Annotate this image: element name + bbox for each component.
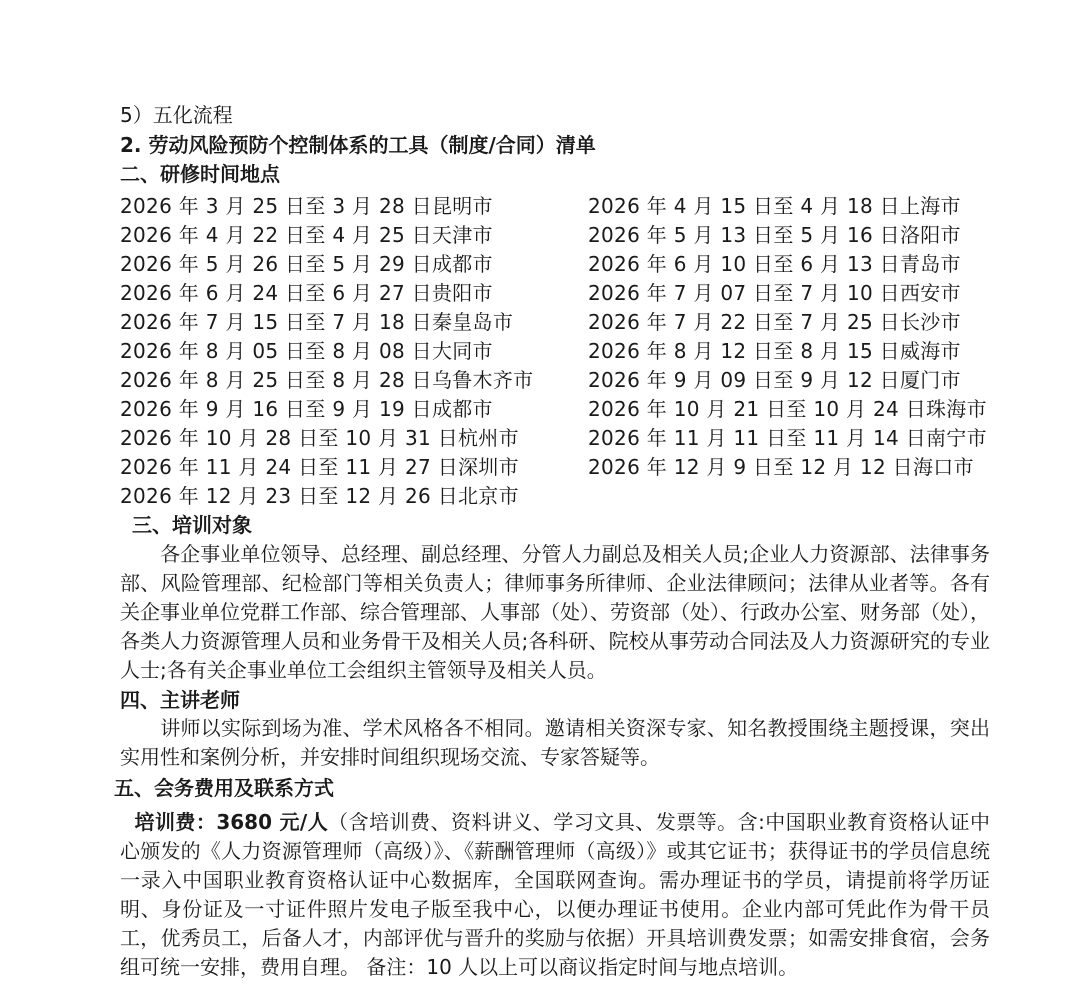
schedule-entry: 2026 年 12 月 9 日至 12 月 12 日海口市 [588, 455, 974, 479]
schedule-entry: 2026 年 10 月 28 日至 10 月 31 日杭州市 [120, 426, 519, 450]
section-2-heading: 二、研修时间地点 [120, 162, 280, 186]
schedule-entry: 2026 年 9 月 09 日至 9 月 12 日厦门市 [588, 368, 961, 392]
schedule-right-column [588, 192, 987, 482]
section-4-body [120, 714, 990, 772]
section-4-text: 讲师以实际到场为准、学术风格各不相同。邀请相关资深专家、知名教授围绕主题授课，突出实用性和案例分析，并安排时间组织现场交流、专家答疑等。 [120, 716, 990, 769]
schedule-entry: 2026 年 5 月 13 日至 5 月 16 日洛阳市 [588, 223, 961, 247]
section-4-heading: 四、主讲老师 [120, 688, 240, 712]
schedule-entry: 2026 年 11 月 11 日至 11 月 14 日南宁市 [588, 426, 987, 450]
schedule-entry: 2026 年 7 月 22 日至 7 月 25 日长沙市 [588, 310, 961, 334]
intro-item-2: 2. 劳动风险预防个控制体系的工具（制度/合同）清单 [120, 133, 596, 157]
schedule-entry: 2026 年 4 月 22 日至 4 月 25 日天津市 [120, 223, 493, 247]
training-fee-details: （含培训费、资料讲义、学习文具、发票等。含:中国职业教育资格认证中心颁发的《人力资源管理师（高级）》、《薪酬管理师（高级）》或其它证书；获得证书的学员信息统一录入中国职业教育资格认证中心数据库，全国联网查询。需办理证书的学员，请提前将学历证明、身份证及一寸证件照片发电子版至我中心，以便办理证书使用。企业内部可凭此作为骨干员工，优秀员工，后备人才，内部评优与晋升的奖励与依据）开具培训费发票；如需安排食宿，会务组可统一安排，费用自理。 备注：10 人以上可以商议指定时间与地点培训。 [120, 810, 990, 979]
schedule-entry: 2026 年 6 月 24 日至 6 月 27 日贵阳市 [120, 281, 493, 305]
schedule-entry: 2026 年 3 月 25 日至 3 月 28 日昆明市 [120, 194, 493, 218]
schedule-entry: 2026 年 11 月 24 日至 11 月 27 日深圳市 [120, 455, 519, 479]
schedule-entry: 2026 年 8 月 05 日至 8 月 08 日大同市 [120, 339, 493, 363]
schedule-entry: 2026 年 8 月 25 日至 8 月 28 日乌鲁木齐市 [120, 368, 534, 392]
schedule-entry: 2026 年 10 月 21 日至 10 月 24 日珠海市 [588, 397, 987, 421]
schedule-entry: 2026 年 7 月 15 日至 7 月 18 日秦皇岛市 [120, 310, 514, 334]
schedule-entry: 2026 年 7 月 07 日至 7 月 10 日西安市 [588, 281, 961, 305]
schedule-entry: 2026 年 5 月 26 日至 5 月 29 日成都市 [120, 252, 493, 276]
schedule-entry: 2026 年 9 月 16 日至 9 月 19 日成都市 [120, 397, 493, 421]
section-3-heading: 三、培训对象 [132, 513, 252, 537]
section-3-body [120, 540, 990, 685]
section-3-text: 各企事业单位领导、总经理、副总经理、分管人力副总及相关人员;企业人力资源部、法律事务部、风险管理部、纪检部门等相关负责人；律师事务所律师、企业法律顾问；法律从业者等。各有关企事业单位党群工作部、综合管理部、人事部（处）、劳资部（处）、行政办公室、财务部（处），各类人力资源管理人员和业务骨干及相关人员;各科研、院校从事劳动合同法及人力资源研究的专业人士;各有关企事业单位工会组织主管领导及相关人员。 [120, 542, 990, 682]
schedule-entry: 2026 年 12 月 23 日至 12 月 26 日北京市 [120, 484, 519, 508]
schedule-left-column [120, 192, 533, 511]
section-5-heading: 五、会务费用及联系方式 [114, 776, 334, 800]
schedule-entry: 2026 年 6 月 10 日至 6 月 13 日青岛市 [588, 252, 961, 276]
section-5-body [120, 808, 990, 982]
schedule-entry: 2026 年 8 月 12 日至 8 月 15 日威海市 [588, 339, 961, 363]
intro-item-5: 5）五化流程 [120, 103, 233, 127]
schedule-entry: 2026 年 4 月 15 日至 4 月 18 日上海市 [588, 194, 961, 218]
training-fee-label: 培训费：3680 元/人 [134, 810, 329, 834]
